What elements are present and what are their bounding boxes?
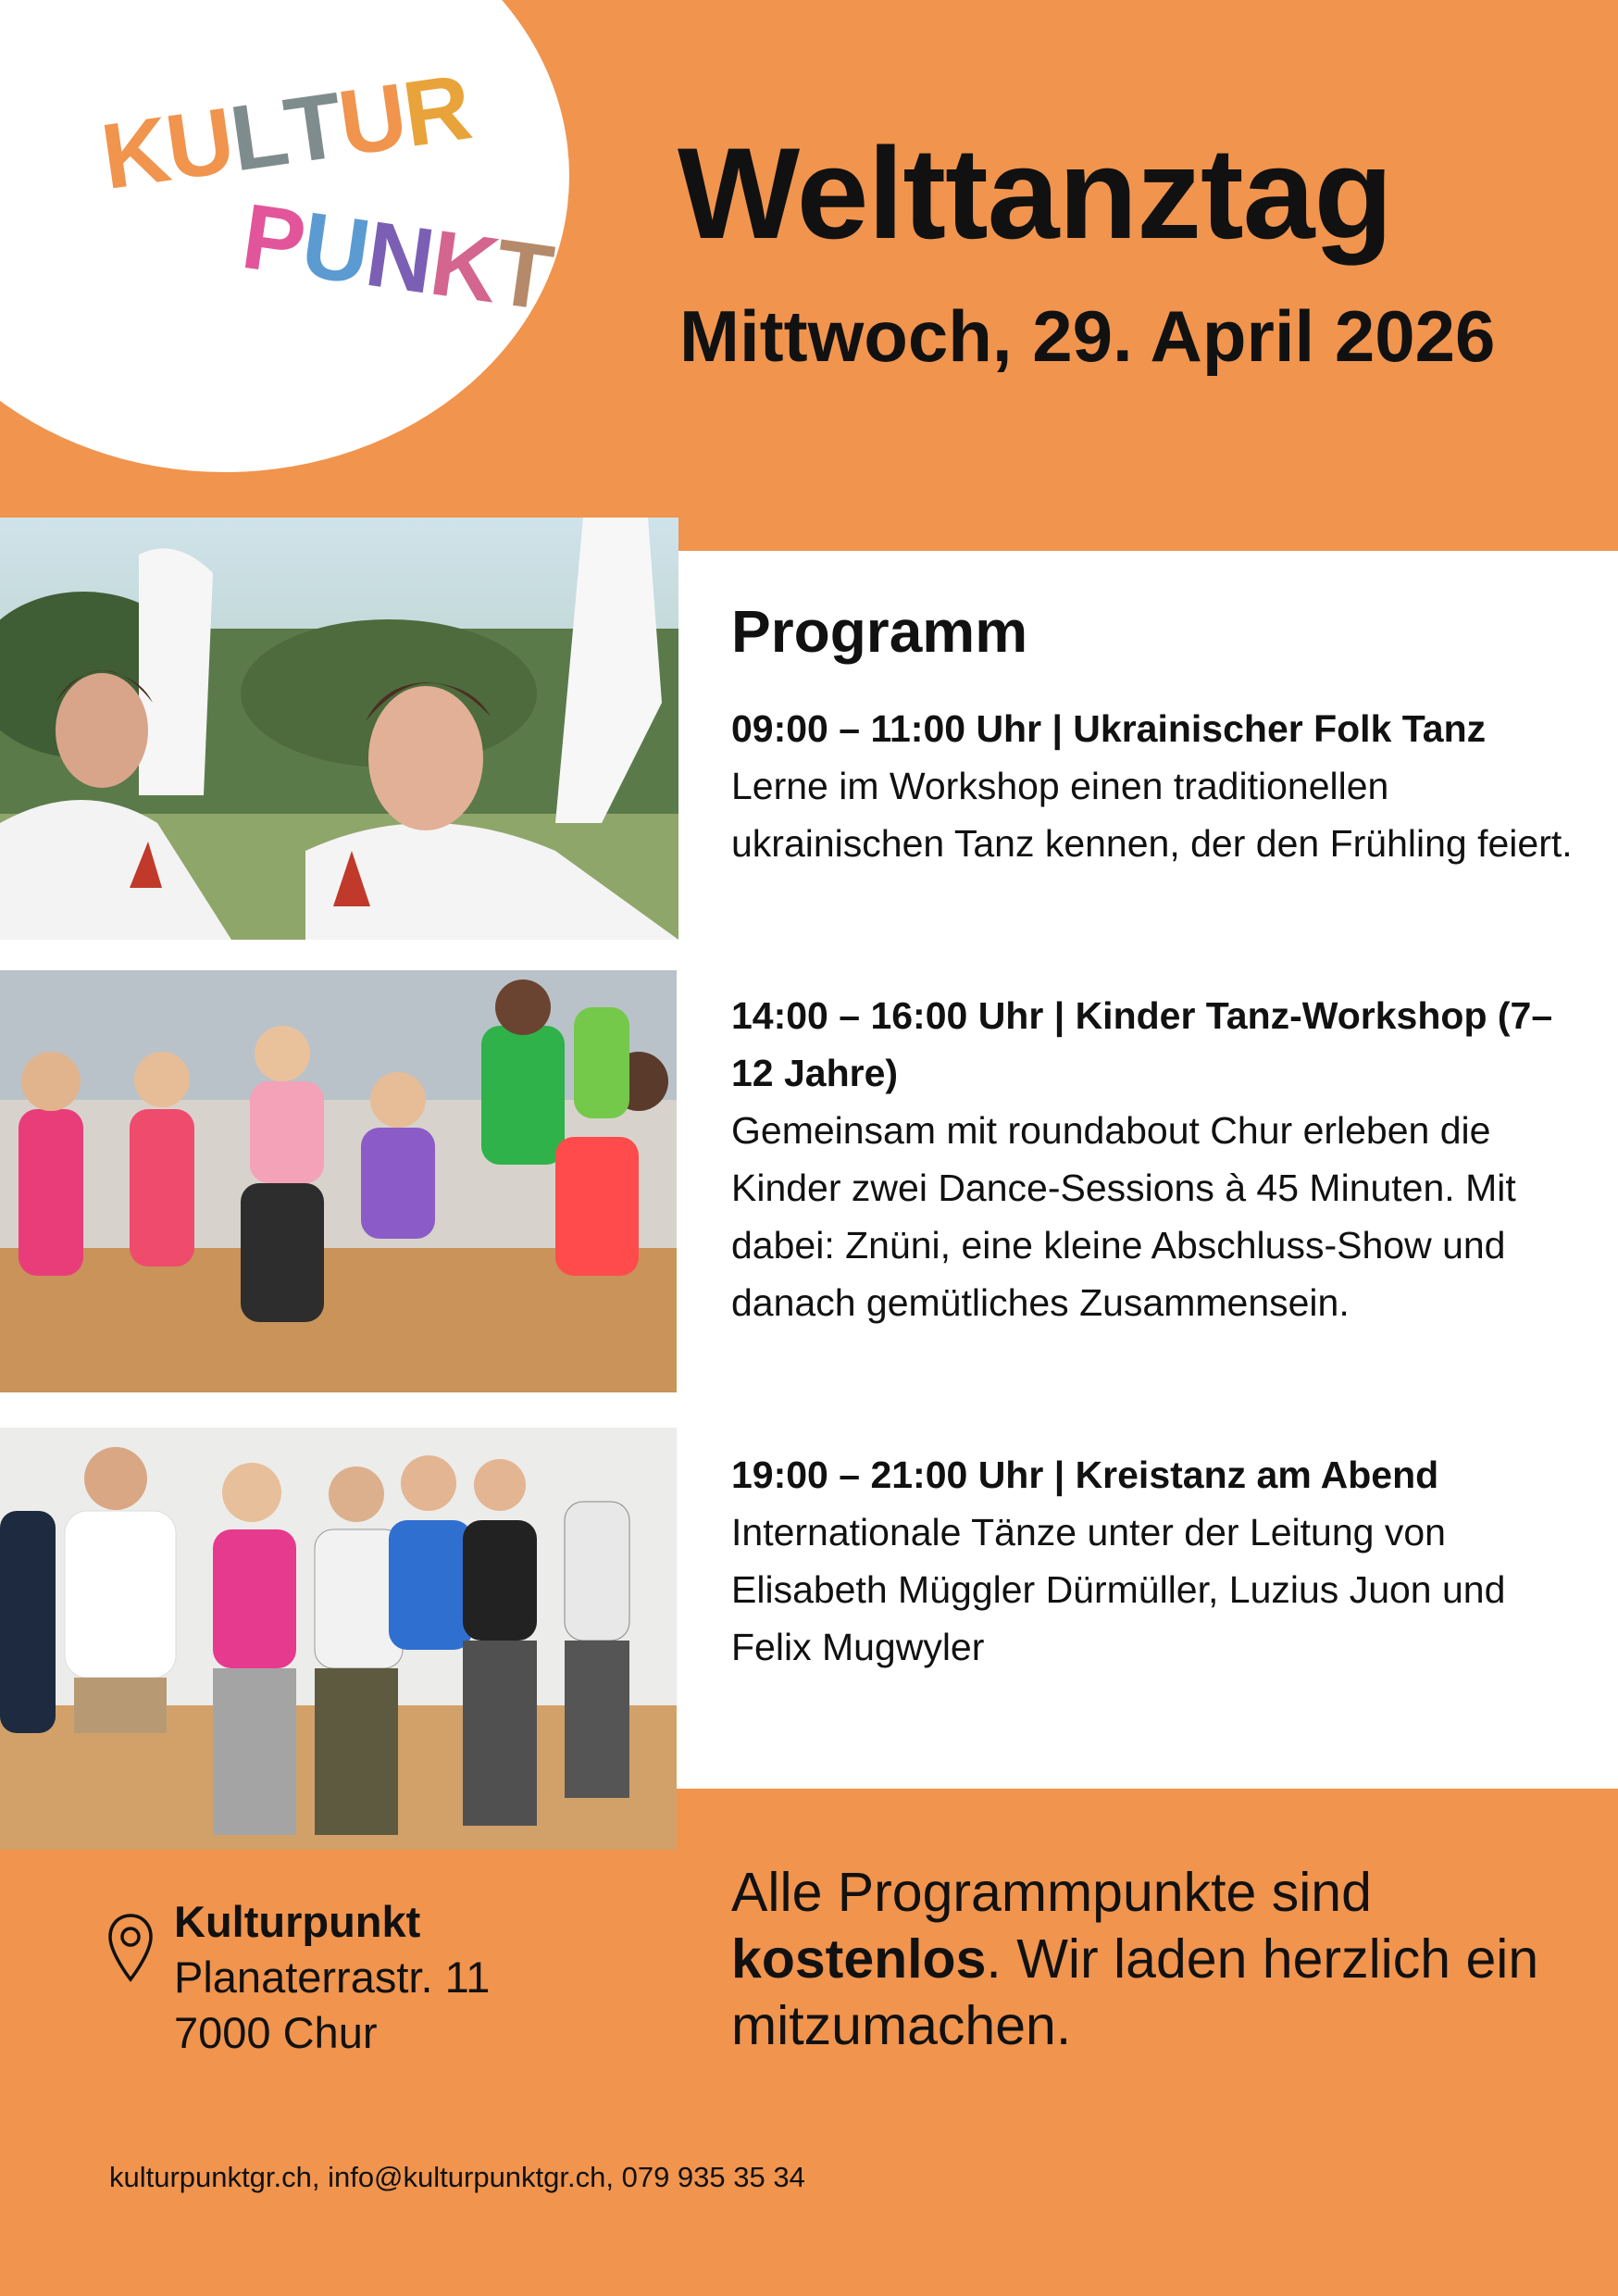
logo-letter: K [95,97,175,209]
venue-name: Kulturpunkt [174,1897,421,1946]
logo-letter: P [236,184,310,295]
event-description: Internationale Tänze unter der Leitung von Elisabeth Müggler Dürmüller, Luzius Juon und Felix Mugwyler [731,1511,1506,1668]
free-admission-note [731,1859,1564,2059]
event-description: Lerne im Workshop einen traditionellen ukrainischen Tanz kennen, der den Frühling feiert. [731,765,1573,865]
event-item [731,1446,1583,1676]
contact-line: kulturpunktgr.ch, info@kulturpunktgr.ch, 079 935 35 34 [109,2161,805,2193]
location-pin-icon [106,1913,155,1983]
event-description: Gemeinsam mit roundabout Chur erleben die Kinder zwei Dance-Sessions à 45 Minuten. Mit dabei: Znüni, eine kleine Abschluss-Show und danach gemütliches Zusammensein. [731,1109,1516,1324]
program-section [731,597,1583,699]
free-note-start: Alle Programmpunkte sind [731,1862,1372,1923]
logo-letter: T [488,219,558,331]
logo-letter: U [159,88,239,201]
logo-letter: T [278,73,347,184]
event-item [731,700,1583,872]
logo-letter: U [332,64,412,176]
event-heading: 09:00 – 11:00 Uhr | Ukrainischer Folk Tanz [731,707,1487,750]
page-title: Welttanztag [678,120,1392,266]
venue-street: Planaterrastr. 11 [174,1953,491,2002]
photo-folk-dancers [0,518,678,940]
logo-letter: N [359,201,439,314]
free-note-end: . Wir laden herzlich ein mitzumachen. [731,1928,1539,2056]
logo-letter: U [295,193,375,305]
event-heading: 19:00 – 21:00 Uhr | Kreistanz am Abend [731,1454,1439,1496]
photo-circle-dance [0,1428,677,1850]
logo-letter: R [396,55,477,168]
venue-city: 7000 Chur [174,2008,378,2057]
venue-address [174,1894,490,2061]
logo-letter: K [424,210,504,323]
free-note-emphasis: kostenlos [731,1928,987,1990]
program-heading: Programm [731,598,1028,665]
event-item [731,987,1583,1331]
photo-kids-workshop [0,970,677,1392]
event-date: Mittwoch, 29. April 2026 [679,295,1496,377]
event-heading: 14:00 – 16:00 Uhr | Kinder Tanz-Workshop (7–12 Jahre) [731,994,1553,1094]
logo-letter: L [224,81,293,192]
